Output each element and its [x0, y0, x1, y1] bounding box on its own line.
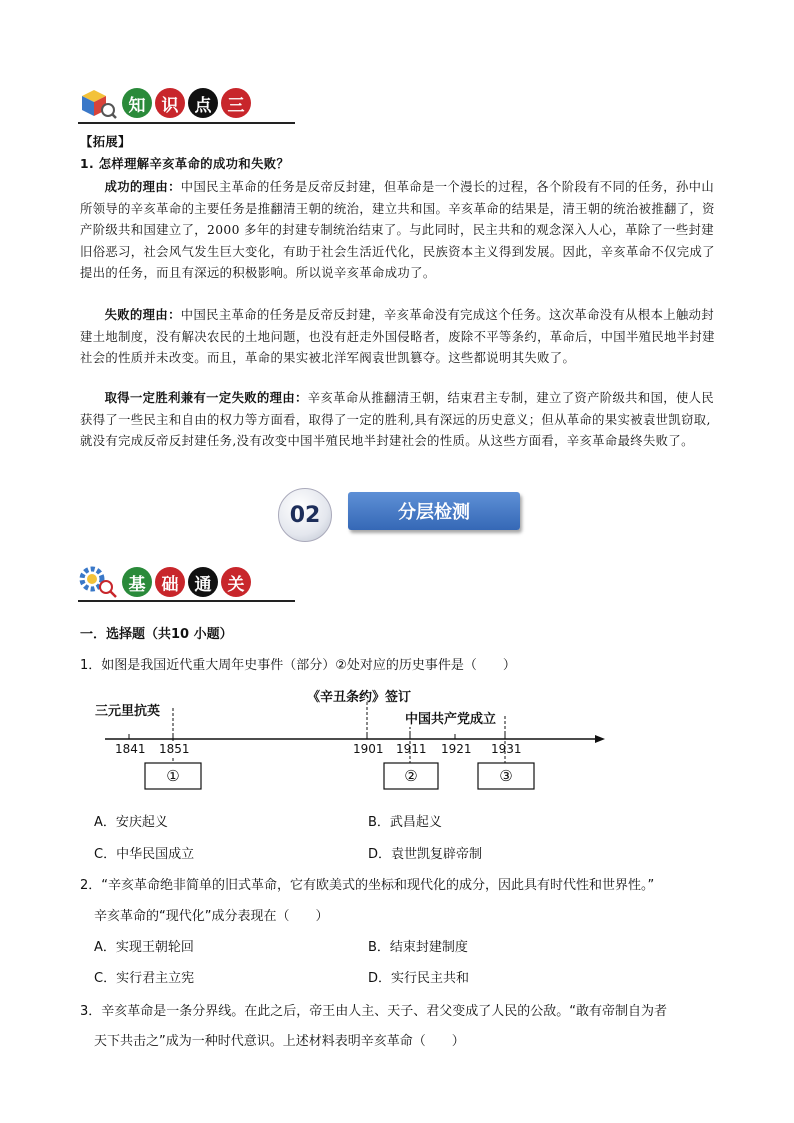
- box-1-label: ①: [166, 767, 180, 785]
- banner2-char-4: 关: [221, 567, 251, 597]
- badge-title: 分层检测: [348, 492, 520, 530]
- banner2-char-2: 础: [155, 567, 185, 597]
- year-1901: 1901: [353, 742, 384, 756]
- year-1911: 1911: [396, 742, 427, 756]
- q2-option-c[interactable]: C．实行君主立宪: [94, 971, 195, 986]
- year-1851: 1851: [159, 742, 190, 756]
- both-label: 取得一定胜利兼有一定失败的理由：: [104, 391, 308, 405]
- failure-paragraph: [80, 305, 716, 370]
- question-heading: 1. 怎样理解辛亥革命的成功和失败？: [80, 157, 290, 171]
- expansion-tag: 【拓展】: [80, 135, 131, 149]
- banner-char-1: 知: [122, 88, 152, 118]
- section-banner-knowledge-point: [78, 86, 254, 120]
- banner2-char-3: 通: [188, 567, 218, 597]
- success-label: 成功的理由：: [104, 180, 181, 194]
- choice-section-title: 一．选择题（共10 小题）: [80, 627, 233, 642]
- timeline-label-left: 三元里抗英: [95, 700, 160, 719]
- q2-stem-line1: 2．“辛亥革命绝非简单的旧式革命，它有欧美式的坐标和现代化的成分，因此具有时代性和世界性。”: [80, 878, 655, 893]
- q2-option-a[interactable]: A．实现王朝轮回: [94, 940, 194, 955]
- both-paragraph: [80, 388, 716, 453]
- q2-option-b[interactable]: B．结束封建制度: [368, 940, 468, 955]
- q1-stem: 1．如图是我国近代重大周年史事件（部分）②处对应的历史事件是（ ）: [80, 658, 516, 673]
- year-1931: 1931: [491, 742, 522, 756]
- q1-option-b[interactable]: B．武昌起义: [368, 815, 442, 830]
- success-text: 中国民主革命的任务是反帝反封建，但革命是一个漫长的过程，各个阶段有不同的任务，孙中山所领导的辛亥革命的主要任务是推翻清王朝的统治，建立共和国。辛亥革命的结果是，清王朝的统治被推翻了，资产阶级共和国建立了，2000 多年的封建专制统治结束了。与此同时，民主共和的观念深入人心，革除了一些封建旧俗恶习，社会风气发生巨大变化，有助于社会生活近代化，民族资本主义得到发展。因此，辛亥革命不仅完成了提出的任务，而且有深远的积极影响。所以说辛亥革命成功了。: [80, 180, 715, 281]
- banner-underline: [78, 122, 295, 124]
- failure-text: 中国民主革命的任务是反帝反封建，辛亥革命没有完成这个任务。这次革命没有从根本上触动封建土地制度，没有解决农民的土地问题，也没有赶走外国侵略者，废除不平等条约，革命后，中国半殖民地半封建社会的性质并未改变。而且，革命的果实被北洋军阀袁世凯篡夺。这些都说明其失败了。: [80, 308, 715, 366]
- q1-option-d[interactable]: D．袁世凯复辟帝制: [368, 847, 483, 862]
- banner2-char-1: 基: [122, 567, 152, 597]
- box-2-label: ②: [404, 767, 418, 785]
- timeline-label-right: 中国共产党成立: [405, 708, 496, 727]
- timeline-label-mid: 《辛丑条约》签订: [307, 690, 412, 705]
- q1-option-c[interactable]: C．中华民国成立: [94, 847, 195, 862]
- year-1921: 1921: [441, 742, 472, 756]
- banner-char-3: 点: [188, 88, 218, 118]
- box-3-label: ③: [499, 767, 513, 785]
- both-text: 辛亥革命从推翻清王朝，结束君主专制，建立了资产阶级共和国，使人民获得了一些民主和自由的权力等方面看，取得了一定的胜利,具有深远的历史意义；但从革命的果实被袁世凯窃取,就没有完成反帝反封建任务,没有改变中国半殖民地半封建社会的性质。从这些方面看，辛亥革命最终失败了。: [80, 391, 715, 449]
- layered-check-badge: [278, 488, 528, 542]
- year-1841: 1841: [115, 742, 146, 756]
- q3-stem-line2: 天下共击之”成为一种时代意识。上述材料表明辛亥革命（ ）: [94, 1034, 465, 1049]
- badge-number: 02: [278, 488, 332, 542]
- q2-option-d[interactable]: D．实行民主共和: [368, 971, 470, 986]
- banner-char-4: 三: [221, 88, 251, 118]
- failure-label: 失败的理由：: [104, 308, 181, 322]
- timeline-arrow: [595, 735, 605, 743]
- q2-stem-line2: 辛亥革命的“现代化”成分表现在（ ）: [94, 909, 329, 924]
- q1-option-a[interactable]: A．安庆起义: [94, 815, 168, 830]
- q3-stem-line1: 3．辛亥革命是一条分界线。在此之后，帝王由人主、天子、君父变成了人民的公敌。“敢有帝制自为者: [80, 1004, 668, 1019]
- cube-magnifier-icon: [78, 86, 118, 120]
- banner-char-2: 识: [155, 88, 185, 118]
- section-banner-basic: [78, 565, 254, 599]
- gear-magnifier-icon: [78, 565, 118, 599]
- q1-timeline: [95, 686, 605, 796]
- banner2-underline: [78, 600, 295, 602]
- success-paragraph: [80, 177, 716, 285]
